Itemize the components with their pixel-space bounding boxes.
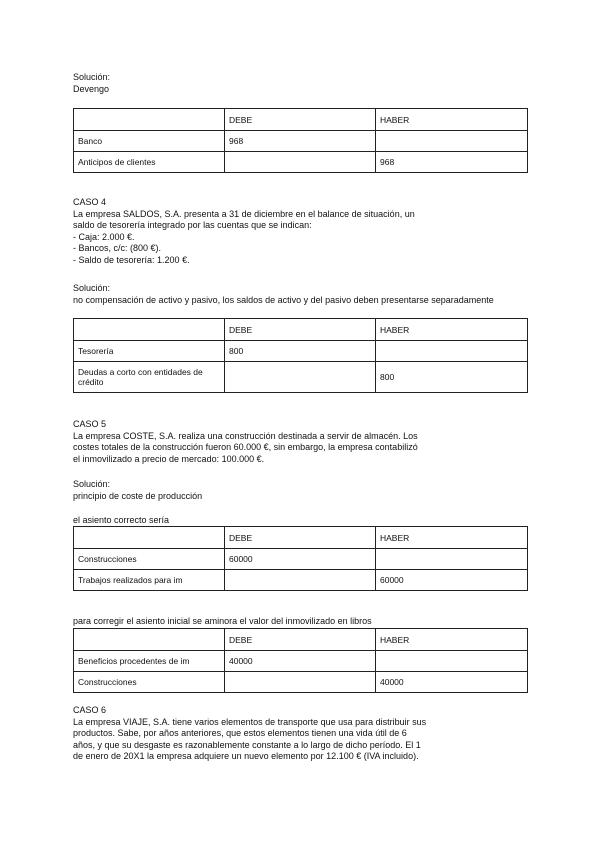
text-line: La empresa COSTE, S.A. realiza una construcción destinada a servir de almacén. Los (73, 430, 418, 441)
table-cell: Construcciones (74, 549, 225, 570)
ledger-table-4 (73, 628, 528, 693)
text-line: - Bancos, c/c: (800 €). (73, 243, 162, 254)
table-cell (376, 549, 528, 570)
solution-caso-4 (73, 283, 494, 306)
solution-caso-5 (73, 479, 202, 502)
table-cell (74, 629, 225, 651)
text-line: saldo de tesorería integrado por las cuentas que se indican: (73, 220, 312, 231)
text-line: no compensación de activo y pasivo, los saldos de activo y del pasivo deben presentarse separadamente (73, 294, 494, 305)
text-line: principio de coste de producción (73, 490, 203, 501)
table-cell: Trabajos realizados para im (74, 570, 225, 591)
caso-6 (73, 705, 426, 763)
text-line: de enero de 20X1 la empresa adquiere un nuevo elemento por 12.100 € (IVA incluido). (73, 751, 419, 762)
text-line: Solución: (73, 283, 111, 293)
table-cell (376, 341, 528, 362)
table-cell: 968 (376, 152, 528, 173)
ledger-table-2 (73, 318, 528, 393)
table-header-row (74, 629, 528, 651)
table-header-debe: DEBE (225, 109, 376, 131)
text-line: costes totales de la construcción fueron 60.000 €, sin embargo, la empresa contabilizó (73, 442, 418, 453)
table-cell (376, 651, 528, 672)
case-heading: CASO 5 (73, 419, 107, 429)
table-header-debe: DEBE (225, 527, 376, 549)
caso-4 (73, 197, 415, 267)
table-cell: 60000 (225, 549, 376, 570)
table-header-debe: DEBE (225, 629, 376, 651)
table-cell: 40000 (225, 651, 376, 672)
table-cell: Deudas a corto con entidades de crédito (74, 362, 225, 393)
table-cell (74, 527, 225, 549)
text-line: Solución: (73, 479, 111, 489)
case-heading: CASO 6 (73, 705, 107, 715)
table-row (74, 651, 528, 672)
table-cell: Tesorería (74, 341, 225, 362)
table-header-haber: HABER (376, 109, 528, 131)
text-line: - Caja: 2.000 €. (73, 231, 135, 242)
table-row (74, 362, 528, 393)
text-line: productos. Sabe, por años anteriores, que estos elementos tienen una vida útil de 6 (73, 728, 407, 739)
text-line: Devengo (73, 83, 110, 94)
solution-devengo (73, 72, 110, 95)
table-row (74, 570, 528, 591)
text-line: el inmovilizado a precio de mercado: 100.000 €. (73, 453, 265, 464)
text-line: Solución: (73, 72, 111, 82)
table-cell: 800 (225, 341, 376, 362)
table-header-row (74, 319, 528, 341)
text-line: para corregir el asiento inicial se aminora el valor del inmovilizado en libros (73, 616, 372, 626)
table-row (74, 152, 528, 173)
text-line: años, y que su desgaste es razonablemente constante a lo largo de dicho período. El 1 (73, 739, 421, 750)
table-cell (225, 152, 376, 173)
text-line: el asiento correcto sería (73, 515, 170, 525)
table-cell (74, 109, 225, 131)
table-header-haber: HABER (376, 629, 528, 651)
table-cell: Construcciones (74, 672, 225, 693)
table-header-debe: DEBE (225, 319, 376, 341)
table-row (74, 672, 528, 693)
table-row (74, 549, 528, 570)
ledger-table-1 (73, 108, 528, 173)
table-cell: 40000 (376, 672, 528, 693)
table-row (74, 341, 528, 362)
table-row (74, 131, 528, 152)
table-cell (225, 672, 376, 693)
caso-5 (73, 419, 418, 465)
table-cell: 800 (376, 362, 528, 393)
table-header-row (74, 527, 528, 549)
table-cell (376, 131, 528, 152)
ledger-table-3 (73, 526, 528, 591)
table-cell (225, 362, 376, 393)
table-cell: Banco (74, 131, 225, 152)
table-header-haber: HABER (376, 319, 528, 341)
table-cell (225, 570, 376, 591)
case-heading: CASO 4 (73, 197, 107, 207)
table-cell: Anticipos de clientes (74, 152, 225, 173)
table-header-haber: HABER (376, 527, 528, 549)
text-line: La empresa VIAJE, S.A. tiene varios elementos de transporte que usa para distribuir sus (73, 716, 427, 727)
correct-entry-label (73, 515, 169, 527)
table-cell: 60000 (376, 570, 528, 591)
table-header-row (74, 109, 528, 131)
table-cell (74, 319, 225, 341)
text-line: La empresa SALDOS, S.A. presenta a 31 de diciembre en el balance de situación, un (73, 208, 415, 219)
table-cell: 968 (225, 131, 376, 152)
table-cell: Beneficios procedentes de im (74, 651, 225, 672)
correction-label (73, 616, 372, 628)
text-line: - Saldo de tesorería: 1.200 €. (73, 254, 190, 265)
